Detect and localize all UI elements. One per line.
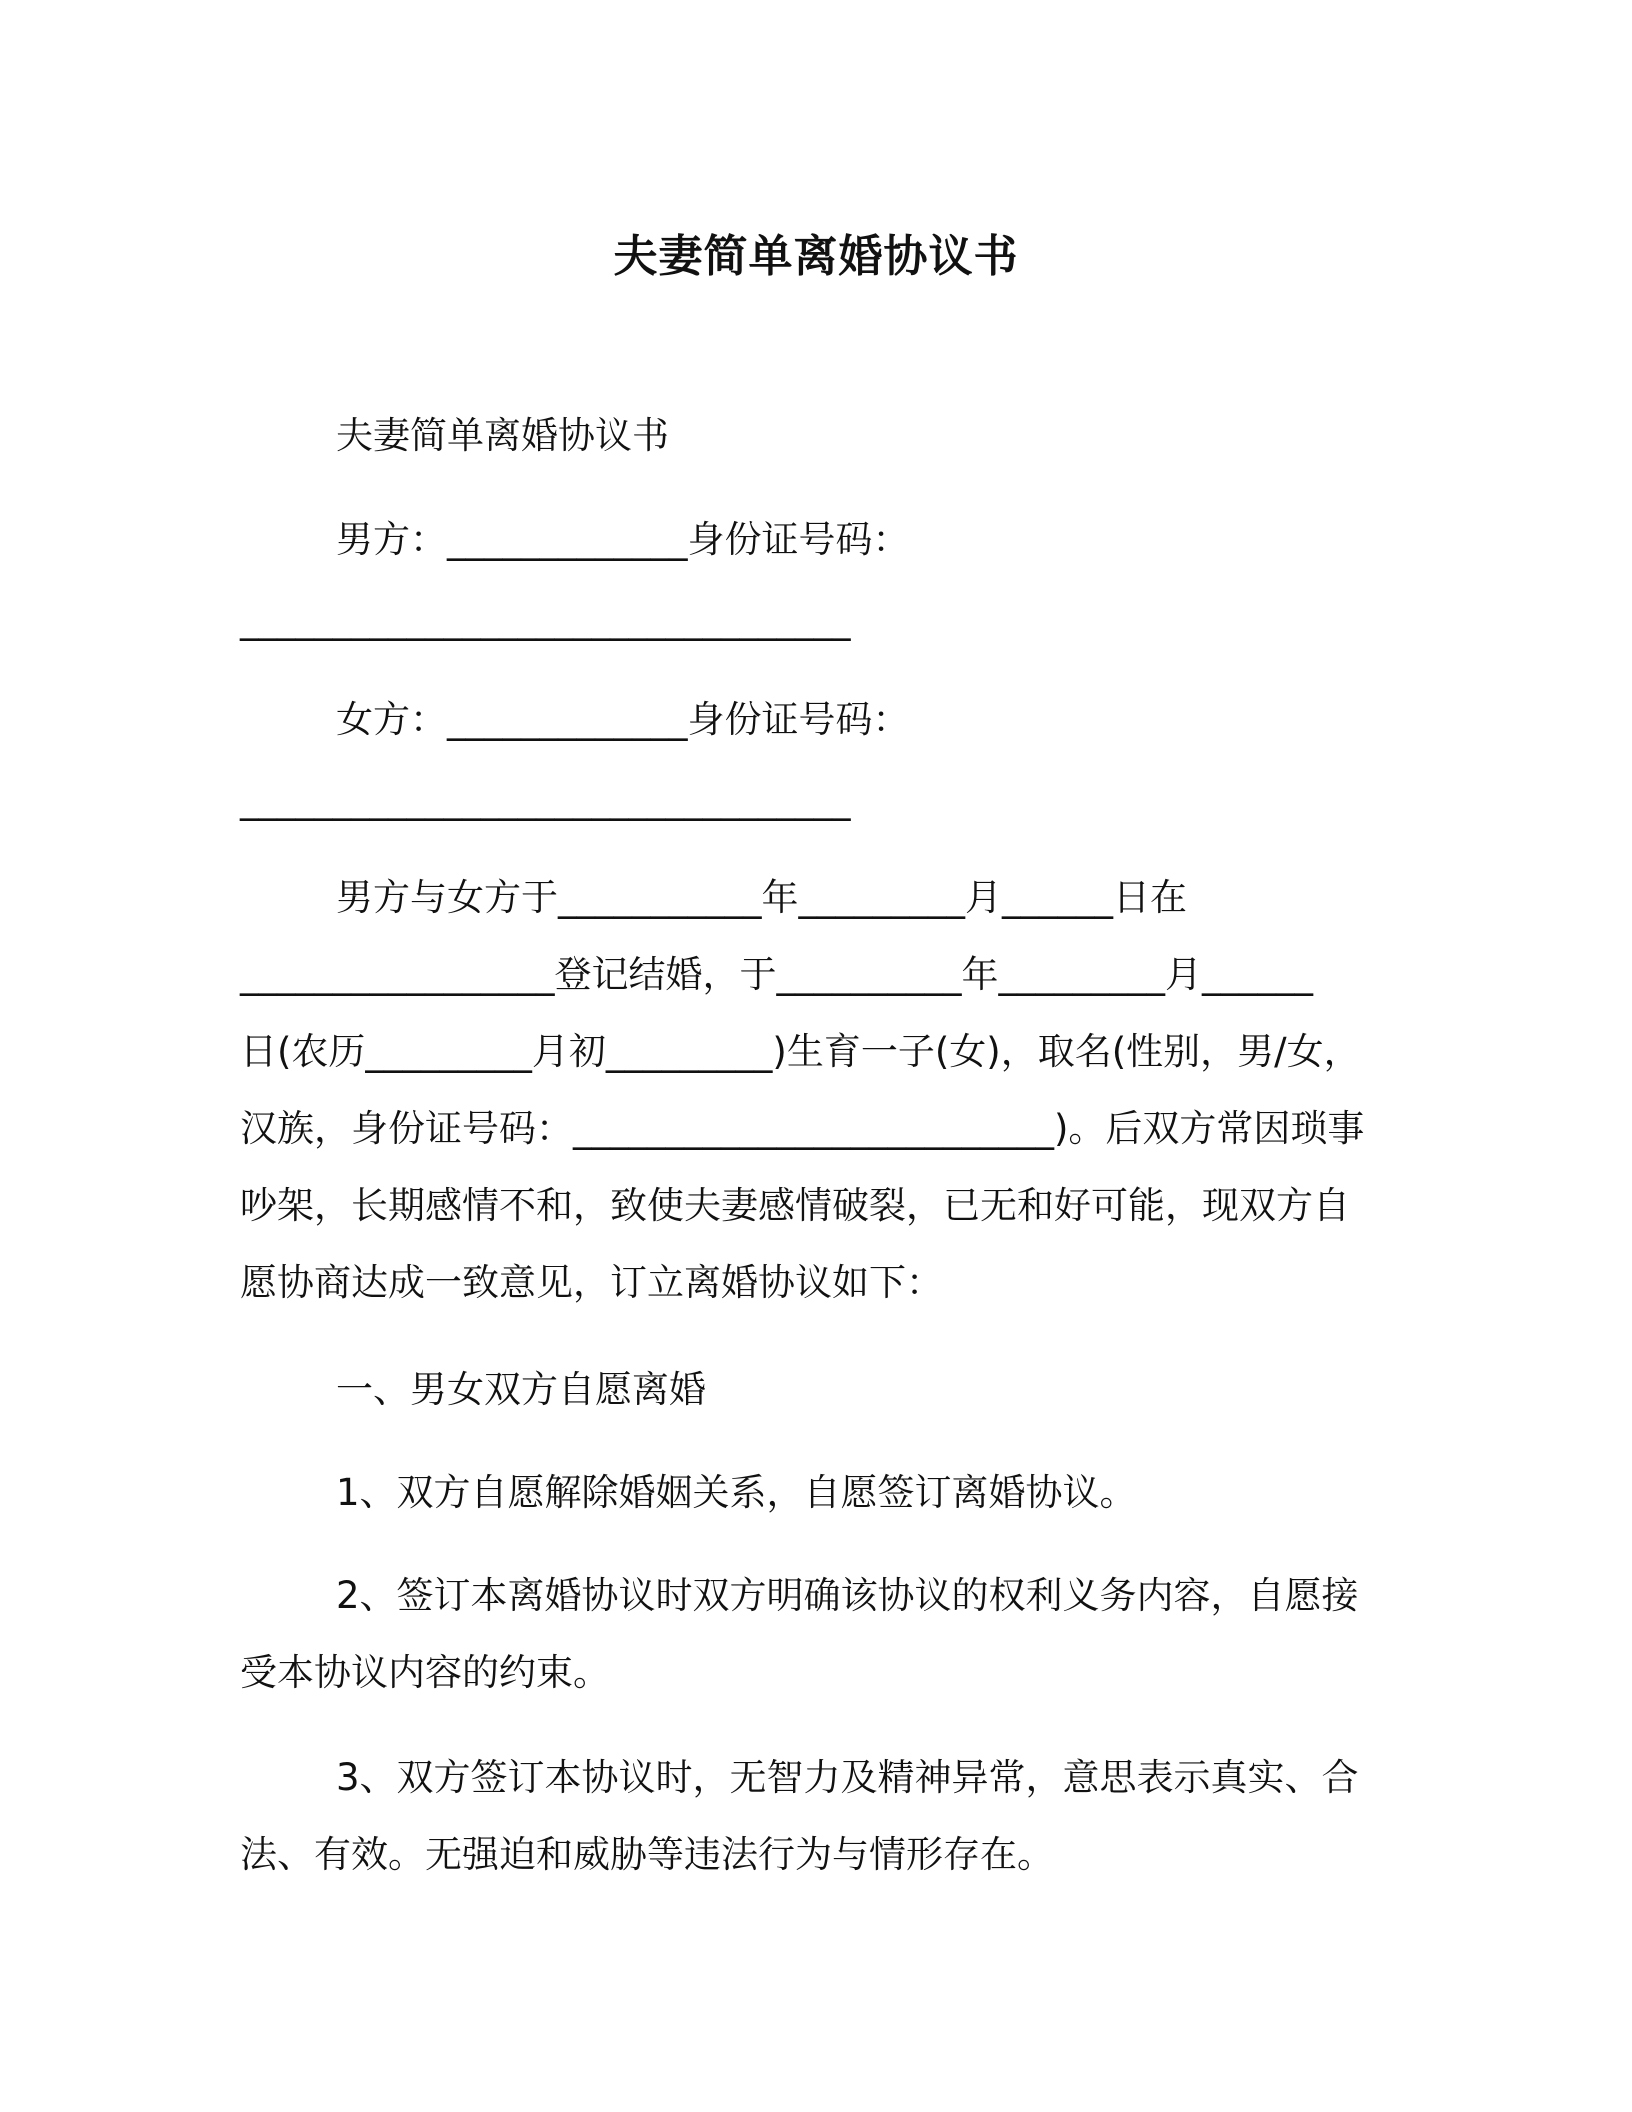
document-title: 夫妻简单离婚协议书 [613,231,1019,282]
subtitle-line: 夫妻简单离婚协议书 [336,414,669,457]
clause-3-line-2: 法、有效。无强迫和威胁等违法行为与情形存在。 [240,1833,1054,1876]
section-heading-1: 一、男女双方自愿离婚 [336,1368,706,1411]
clause-2-line-2: 受本协议内容的约束。 [240,1651,610,1694]
clause-3-line-1: 3、双方签订本协议时，无智力及精神异常，意思表示真实、合 [336,1756,1359,1799]
male-id-blank-line: _________________________________ [240,598,851,641]
marriage-paragraph-line-3: 日(农历_________月初_________)生育一子(女)，取名(性别，男/女， [240,1030,1361,1073]
female-party-line: 女方：_____________身份证号码： [336,698,910,741]
marriage-paragraph-line-2: _________________登记结婚，于__________年_________月______ [240,953,1313,996]
clause-2-line-1: 2、签订本离婚协议时双方明确该协议的权利义务内容，自愿接 [336,1574,1359,1617]
marriage-paragraph-line-5: 吵架，长期感情不和，致使夫妻感情破裂，已无和好可能，现双方自 [240,1184,1350,1227]
marriage-paragraph-line-1: 男方与女方于___________年_________月______日在 [336,876,1187,919]
male-party-line: 男方：_____________身份证号码： [336,518,910,561]
marriage-paragraph-line-6: 愿协商达成一致意见，订立离婚协议如下： [240,1261,943,1304]
marriage-paragraph-line-4: 汉族，身份证号码：__________________________)。后双方常因琐事 [240,1107,1365,1150]
clause-1: 1、双方自愿解除婚姻关系，自愿签订离婚协议。 [336,1471,1137,1514]
female-id-blank-line: _________________________________ [240,778,851,821]
